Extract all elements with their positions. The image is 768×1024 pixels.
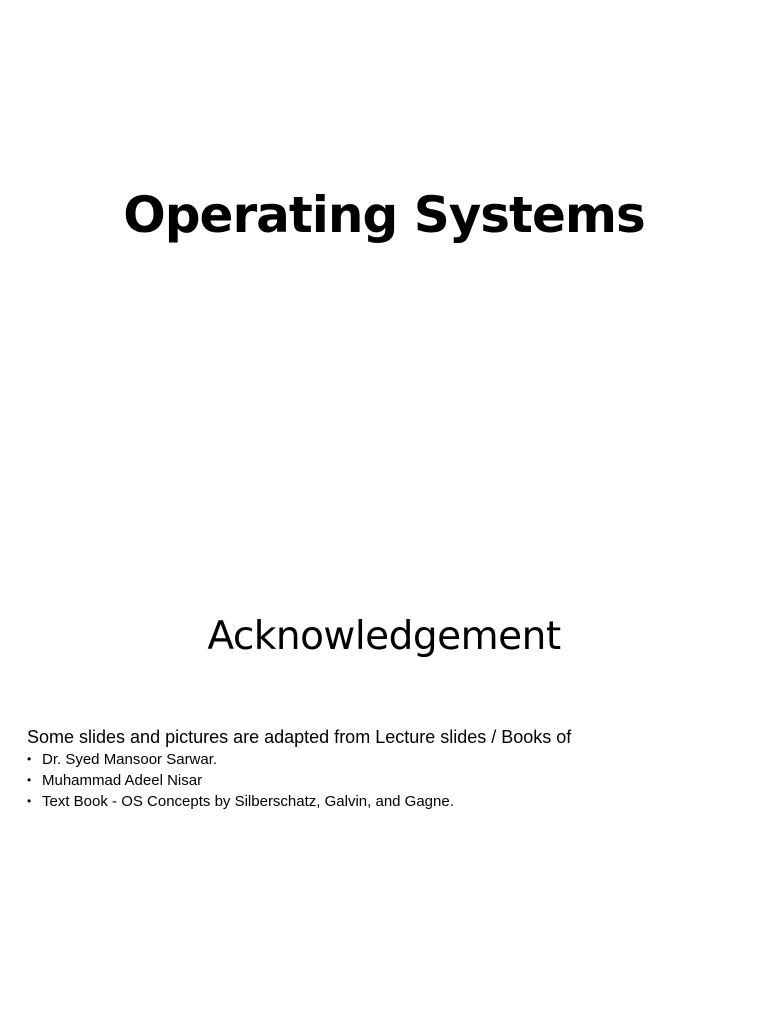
list-item-text: Dr. Syed Mansoor Sarwar. xyxy=(42,751,218,768)
acknowledgement-heading: Acknowledgement xyxy=(207,614,561,659)
bullet-icon: • xyxy=(27,752,32,766)
bullet-icon: • xyxy=(27,794,32,808)
list-item-text: Muhammad Adeel Nisar xyxy=(42,772,203,789)
acknowledgement-list xyxy=(27,749,454,812)
acknowledgement-intro: Some slides and pictures are adapted from Lecture slides / Books of xyxy=(27,727,572,747)
list-item xyxy=(27,770,454,791)
bullet-icon: • xyxy=(27,773,32,787)
acknowledgement-slide xyxy=(0,512,768,1024)
list-item xyxy=(27,791,454,812)
slide-title: Operating Systems xyxy=(123,186,645,244)
list-item xyxy=(27,749,454,770)
list-item-text: Text Book - OS Concepts by Silberschatz, Galvin, and Gagne. xyxy=(42,793,454,810)
